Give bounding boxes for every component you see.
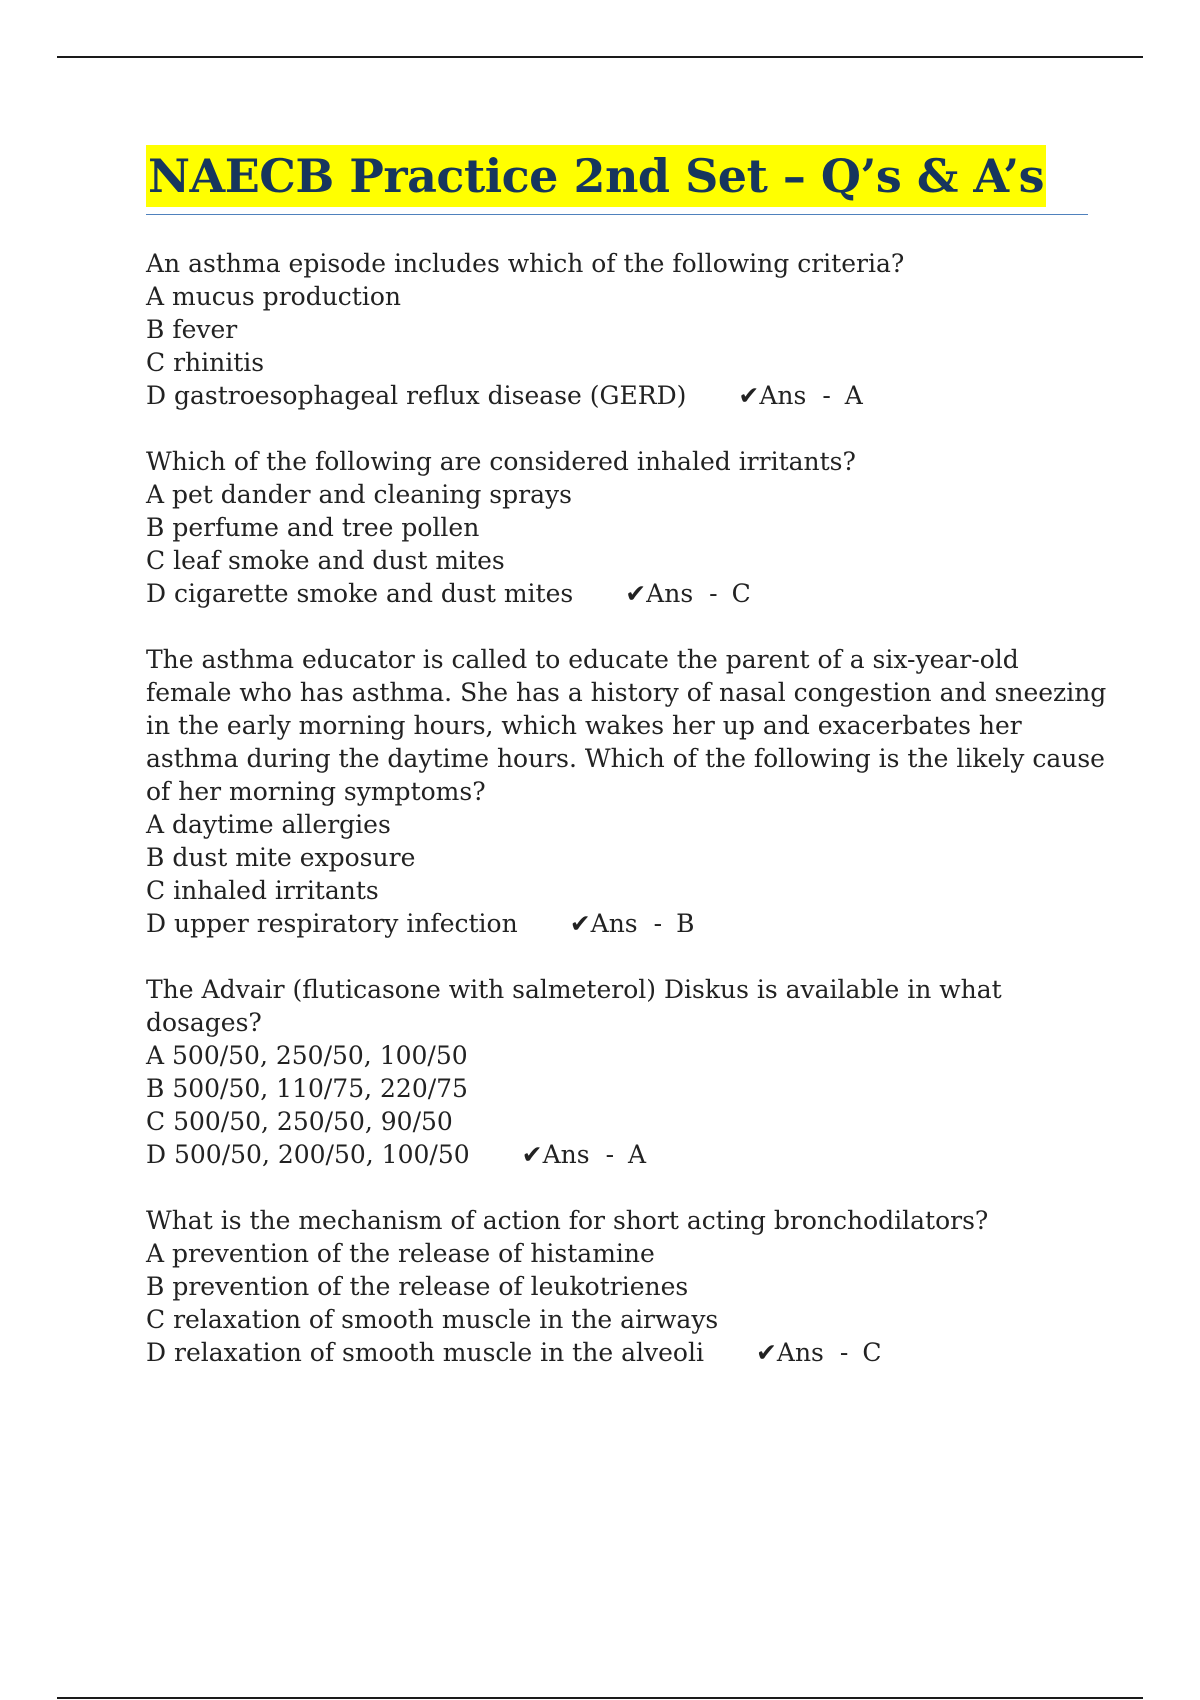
answer-separator: - [839, 1338, 849, 1367]
question-2 [146, 445, 1096, 610]
question-3-last-option-line [146, 907, 1096, 940]
question-5-option-b: B prevention of the release of leukotrienes [146, 1272, 689, 1301]
question-list [146, 247, 1107, 1402]
question-1 [146, 247, 1096, 412]
question-2-option-a: A pet dander and cleaning sprays [146, 480, 572, 509]
question-5-option-d: D relaxation of smooth muscle in the alveoli [146, 1338, 704, 1367]
answer-separator: - [709, 579, 718, 608]
question-1-answer-letter: A [844, 381, 863, 410]
question-3-stem-line: of her morning symptoms? [146, 777, 486, 806]
answer-check-label: ✔Ans [521, 1140, 590, 1169]
question-3-answer-letter: B [676, 909, 695, 938]
answer-check-label: ✔Ans [738, 381, 807, 410]
question-4-stem-line: The Advair (fluticasone with salmeterol) Diskus is available in what [146, 975, 1002, 1004]
question-2-answer [625, 577, 751, 610]
question-4-option-d: D 500/50, 200/50, 100/50 [146, 1140, 470, 1169]
question-4-option-b: B 500/50, 110/75, 220/75 [146, 1074, 468, 1103]
question-1-option-d: D gastroesophageal reflux disease (GERD) [146, 381, 687, 410]
question-1-stem: An asthma episode includes which of the following criteria? [146, 249, 905, 278]
question-3-option-d: D upper respiratory infection [146, 909, 518, 938]
answer-separator: - [605, 1140, 615, 1169]
answer-check-label: ✔Ans [625, 579, 694, 608]
answer-separator: - [653, 909, 663, 938]
question-2-option-b: B perfume and tree pollen [146, 513, 480, 542]
question-5-last-option-line [146, 1336, 1096, 1369]
question-2-stem: Which of the following are considered inhaled irritants? [146, 447, 856, 476]
question-4-option-a: A 500/50, 250/50, 100/50 [146, 1041, 468, 1070]
question-1-option-a: A mucus production [146, 282, 401, 311]
page-top-rule [57, 56, 1143, 58]
answer-check-label: ✔Ans [569, 909, 638, 938]
title-block [146, 145, 1088, 207]
question-3-stem-line: female who has asthma. She has a history of nasal congestion and sneezing [146, 678, 1107, 707]
question-3 [146, 643, 1107, 940]
question-3-option-c: C inhaled irritants [146, 876, 379, 905]
question-5-answer-letter: C [862, 1338, 882, 1367]
question-1-answer [738, 379, 862, 412]
question-3-stem-line: asthma during the daytime hours. Which of the following is the likely cause [146, 744, 1105, 773]
question-4-stem-line: dosages? [146, 1008, 262, 1037]
answer-check-label: ✔Ans [755, 1338, 824, 1367]
question-4-answer-letter: A [628, 1140, 647, 1169]
question-3-stem-line: The asthma educator is called to educate the parent of a six-year-old [146, 645, 1019, 674]
answer-separator: - [822, 381, 831, 410]
question-4-option-c: C 500/50, 250/50, 90/50 [146, 1107, 453, 1136]
question-3-answer [570, 907, 695, 940]
question-5-stem: What is the mechanism of action for short acting bronchodilators? [146, 1206, 989, 1235]
question-3-option-b: B dust mite exposure [146, 843, 416, 872]
question-1-last-option-line [146, 379, 1096, 412]
question-5-option-a: A prevention of the release of histamine [146, 1239, 655, 1268]
question-2-answer-letter: C [731, 579, 751, 608]
question-2-option-c: C leaf smoke and dust mites [146, 546, 505, 575]
question-1-option-c: C rhinitis [146, 348, 265, 377]
question-3-stem-line: in the early morning hours, which wakes her up and exacerbates her [146, 711, 1022, 740]
page-bottom-rule [57, 1697, 1143, 1699]
question-5-option-c: C relaxation of smooth muscle in the airways [146, 1305, 719, 1334]
question-4-answer [522, 1138, 646, 1171]
question-1-option-b: B fever [146, 315, 238, 344]
question-5 [146, 1204, 1096, 1369]
page-title: NAECB Practice 2nd Set – Q’s & A’s [146, 145, 1046, 207]
question-4-last-option-line [146, 1138, 1096, 1171]
question-4 [146, 973, 1096, 1171]
question-3-option-a: A daytime allergies [146, 810, 391, 839]
title-underline [146, 214, 1088, 215]
question-5-answer [756, 1336, 882, 1369]
question-2-last-option-line [146, 577, 1096, 610]
question-2-option-d: D cigarette smoke and dust mites [146, 579, 574, 608]
